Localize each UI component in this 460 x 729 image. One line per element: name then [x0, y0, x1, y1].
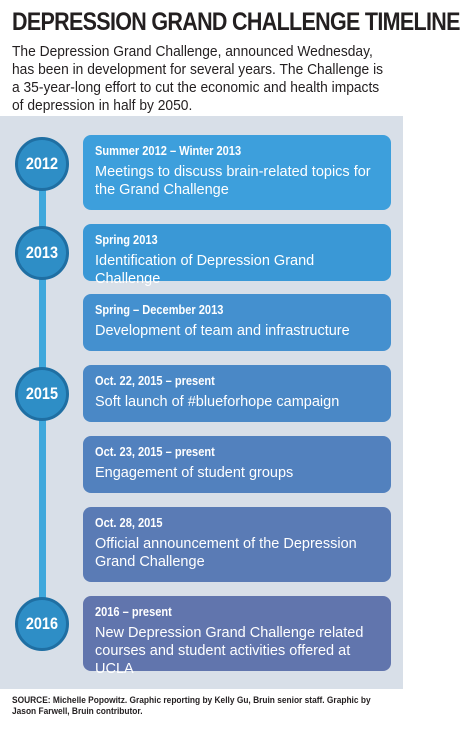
event-description: Identification of Depression Grand Challenge [95, 253, 315, 287]
year-label: 2016 [25, 614, 59, 633]
event-date: 2016 – present [95, 604, 172, 619]
timeline-card [83, 507, 391, 582]
year-label: 2015 [25, 384, 59, 403]
page-title: DEPRESSION GRAND CHALLENGE TIMELINE [12, 8, 460, 36]
year-marker-2016 [15, 597, 69, 651]
event-description: New Depression Grand Challenge related courses and student activities offered at UCLA [95, 625, 364, 677]
event-description: Development of team and infrastructure [95, 323, 350, 339]
event-description: Official announcement of the Depression Grand Challenge [95, 536, 357, 570]
event-description: Engagement of student groups [95, 465, 294, 481]
intro-text: The Depression Grand Challenge, announced Wednesday, has been in development for several years. The Challenge is a 35-year-long effort to cut the economic and health impacts of depression in half by 2050. [12, 43, 384, 114]
year-marker-2015 [15, 367, 69, 421]
year-marker-2012 [15, 137, 69, 191]
event-date: Oct. 23, 2015 – present [95, 444, 215, 459]
event-date: Oct. 28, 2015 [95, 515, 163, 530]
event-date: Spring 2013 [95, 232, 158, 247]
source-credit: SOURCE: Michelle Popowitz. Graphic reporting by Kelly Gu, Bruin senior staff. Graphic by Jason Farwell, Bruin contributor. [12, 695, 371, 717]
timeline-card [83, 365, 391, 422]
year-label: 2012 [25, 154, 59, 173]
year-label: 2013 [25, 243, 59, 262]
timeline-card [83, 135, 391, 210]
timeline-card [83, 224, 391, 287]
event-date: Oct. 22, 2015 – present [95, 373, 215, 388]
year-marker-2013 [15, 226, 69, 280]
timeline-card [83, 596, 391, 677]
event-date: Summer 2012 – Winter 2013 [95, 143, 242, 158]
event-description: Soft launch of #blueforhope campaign [95, 394, 340, 410]
timeline-card [83, 294, 391, 351]
event-date: Spring – December 2013 [95, 302, 224, 317]
event-description: Meetings to discuss brain-related topics for the Grand Challenge [95, 164, 371, 198]
timeline-card [83, 436, 391, 493]
